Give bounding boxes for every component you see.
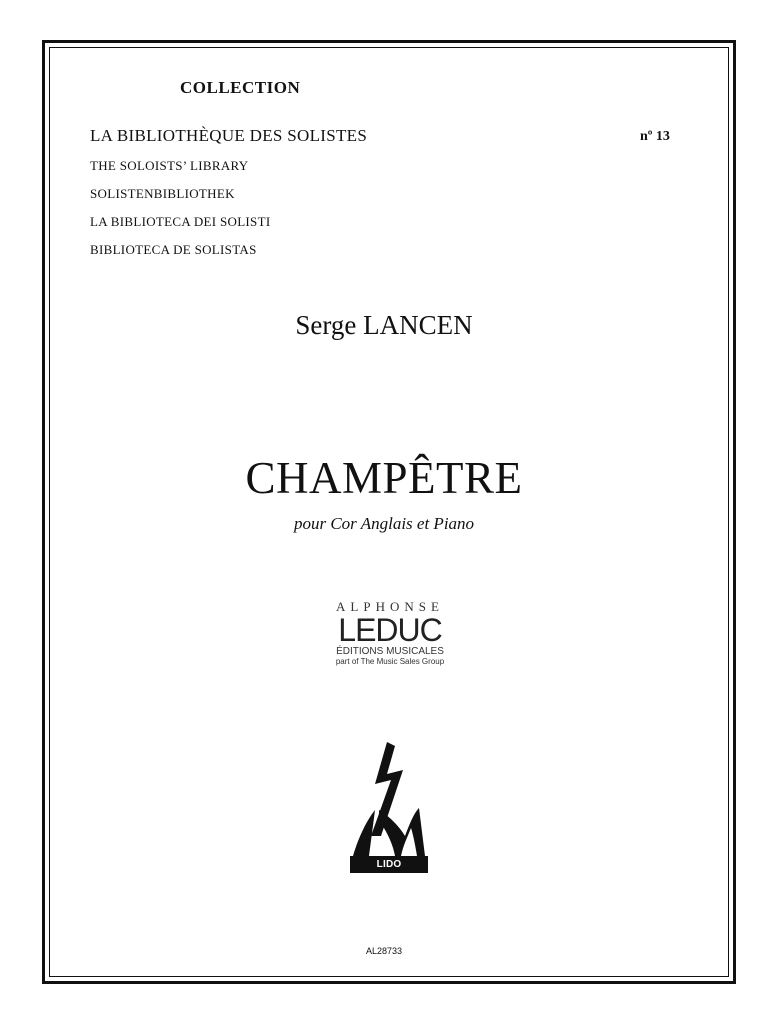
piece-title: CHAMPÊTRE: [245, 453, 523, 503]
publisher-subline: ÉDITIONS MUSICALES: [336, 646, 444, 657]
series-title-german: SOLISTENBIBLIOTHEK: [90, 186, 235, 201]
lido-melodies-logo-icon: [345, 740, 435, 858]
collection-label: COLLECTION: [180, 78, 301, 97]
publisher-group: part of The Music Sales Group: [335, 657, 445, 666]
series-title-english: THE SOLOISTS’ LIBRARY: [90, 158, 249, 173]
instrumentation: pour Cor Anglais et Piano: [293, 514, 475, 533]
series-number: nº 13: [640, 129, 670, 144]
publisher-name: LEDUC: [338, 612, 442, 648]
publisher-block: [300, 600, 480, 667]
series-title-italian: LA BIBLIOTECA DEI SOLISTI: [90, 214, 271, 229]
publisher-first-name: ALPHONSE: [336, 599, 444, 614]
composer-name: Serge LANCEN: [295, 310, 473, 340]
series-title-french: LA BIBLIOTHÈQUE DES SOLISTES: [90, 126, 368, 145]
catalog-number: AL28733: [365, 946, 403, 956]
lido-melodies-label: LIDO MELODIES: [350, 856, 428, 873]
series-title-spanish: BIBLIOTECA DE SOLISTAS: [90, 242, 257, 257]
